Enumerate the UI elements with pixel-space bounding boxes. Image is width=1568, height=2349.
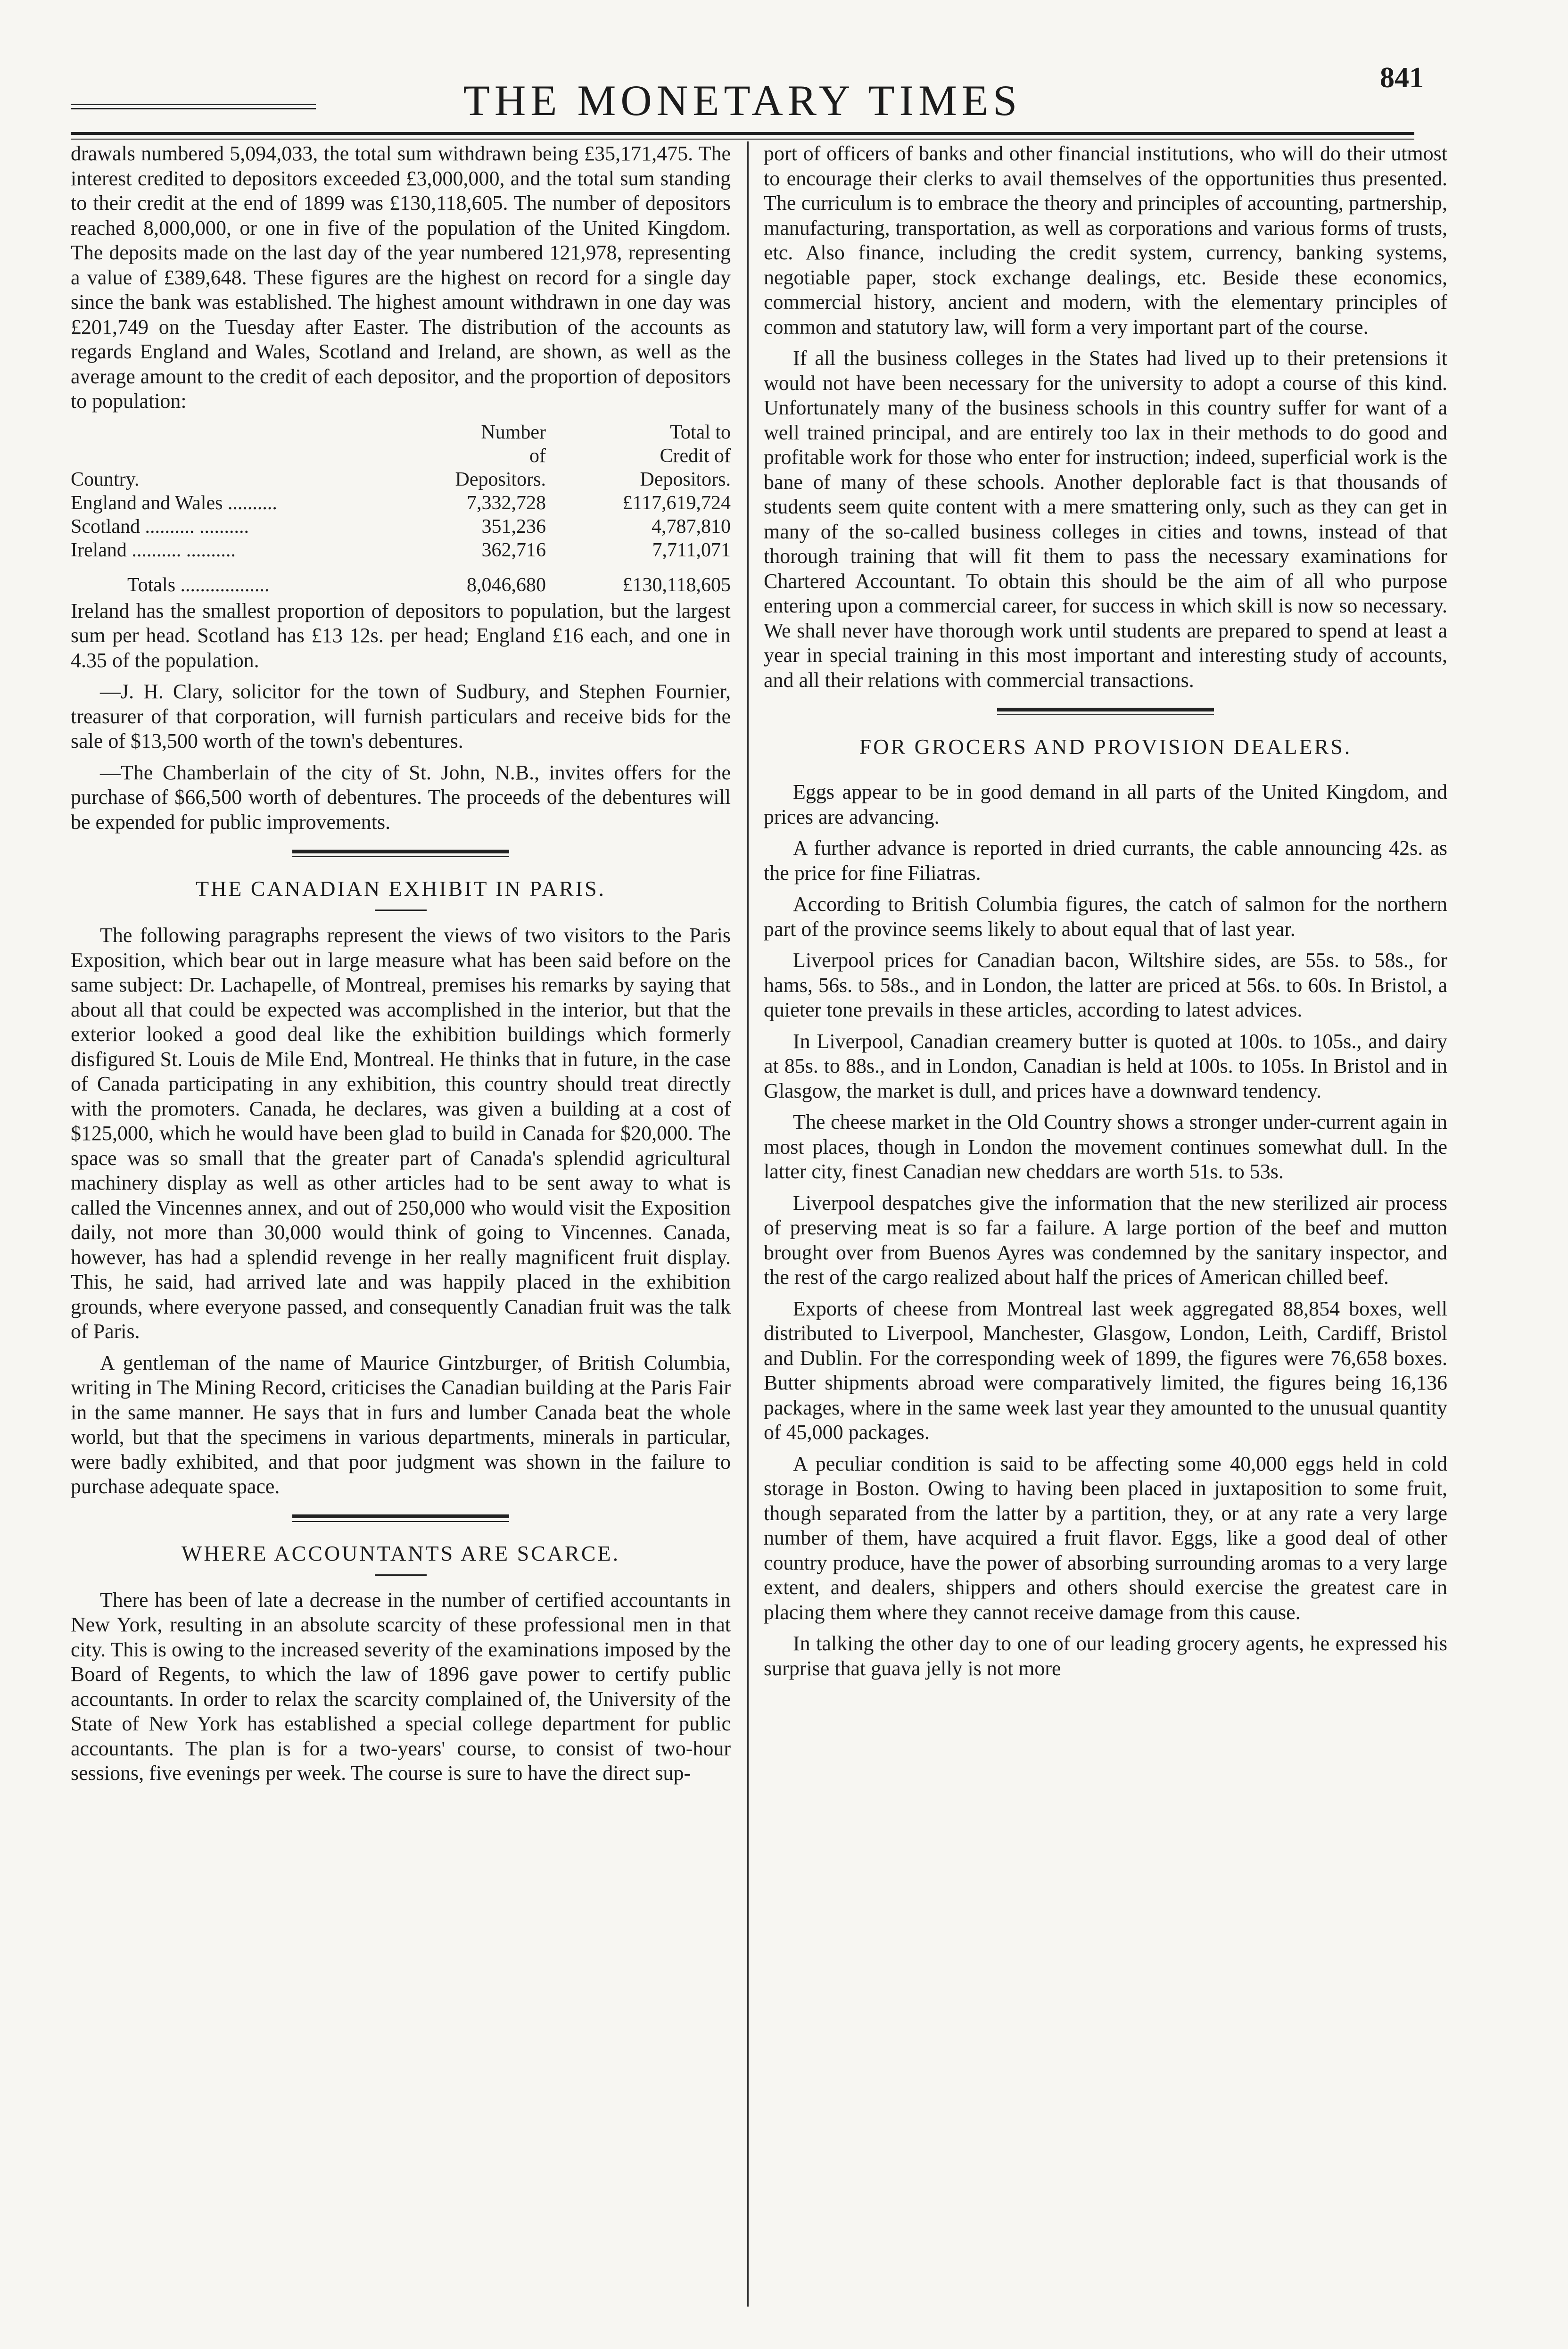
grocers-item: Liverpool despatches give the information that the new sterilized air process of preserving meat is so far a failure. A large portion of the beef and mutton brought over from Buenos Ayres was condemned by the sanitary inspector, and the rest of the cargo realized about half the prices of American chilled beef.: [764, 1191, 1447, 1289]
table-row: Scotland .......... .......... 351,236 4,787,810: [71, 515, 731, 538]
chamberlain-item: —The Chamberlain of the city of St. John, N.B., invites offers for the purchase of $66,500 worth of debentures. The proceeds of the debentures will be expended for public improvements.: [71, 761, 731, 834]
grocers-heading: FOR GROCERS AND PROVISION DEALERS.: [859, 735, 1352, 759]
grocers-item: In talking the other day to one of our leading grocery agents, he expressed his surprise that guava jelly is not more: [764, 1632, 1447, 1680]
table-totals-row: Totals .................. 8,046,680 £130,118,605: [127, 574, 731, 596]
accountants-heading: WHERE ACCOUNTANTS ARE SCARCE.: [181, 1541, 620, 1565]
right-column: [764, 141, 1447, 2330]
masthead: [71, 61, 1424, 141]
grocers-item: Liverpool prices for Canadian bacon, Wiltshire sides, are 55s. to 58s., for hams, 56s. to 58s., and in London, the latter are priced at 56s. to 60s. In Bristol, a quieter tone prevails in these articles, according to latest advices.: [764, 949, 1447, 1021]
grocers-item: Exports of cheese from Montreal last week aggregated 88,854 boxes, well distributed to Liverpool, Manchester, Glasgow, London, Leith, Cardiff, Bristol and Dublin. For the corresponding week of 1899, the figures were 76,658 boxes. Butter shipments abroad were comparatively limited, the figures being 16,136 packages, where in the same week last year they amounted to the unusual quantity of 45,000 packages.: [764, 1297, 1447, 1444]
paris-section: [71, 850, 731, 1499]
section-rule: [292, 850, 509, 857]
left-column: [71, 141, 731, 2330]
col-header-credit: Total to Credit of Depositors.: [640, 421, 731, 490]
grocers-item: According to British Columbia figures, the catch of salmon for the northern part of the province seems likely to about equal that of last year.: [764, 893, 1447, 941]
col-header-country: Country.: [71, 468, 140, 490]
grocers-item: Eggs appear to be in good demand in all parts of the United Kingdom, and prices are advancing.: [764, 780, 1447, 828]
savings-bank-paragraph: drawals numbered 5,094,033, the total sum withdrawn being £35,171,475. The interest credited to depositors exceeded £3,000,000, and the total sum standing to their credit at the end of 1899 was £130,118,605. The number of depositors reached 8,000,000, or one in five of the population of the United Kingdom. The deposits made on the last day of the year numbered 121,978, representing a value of £389,648. These figures are the highest on record for a single day since the bank was established. The highest amount withdrawn in one day was £201,749 on the Tuesday after Easter. The distribution of the accounts as regards England and Wales, Scotland and Ireland, are shown, as well as the average amount to the credit of each depositor, and the proportion of depositors to population:: [71, 142, 731, 413]
accountants-paragraph-1: There has been of late a decrease in the number of certified accountants in New York, resulting in an absolute scarcity of these professional men in that city. This is owing to the increased severity of the examinations imposed by the Board of Regents, to which the law of 1896 gave power to certify public accountants. In order to relax the scarcity complained of, the University of the State of New York has established a special college department for public accountants. The plan is for a two-years' course, to consist of two-hour sessions, five evenings per week. The course is sure to have the direct sup-: [71, 1588, 731, 1785]
section-rule: [292, 1514, 509, 1522]
section-rule: [997, 708, 1214, 715]
depositors-table: [71, 421, 731, 597]
ireland-paragraph: Ireland has the smallest proportion of depositors to population, but the largest sum per head. Scotland has £13 12s. per head; England £16 each, and one in 4.35 of the population.: [71, 599, 731, 672]
table-row: Ireland .......... .......... 362,716 7,711,071: [71, 539, 731, 561]
clary-item: —J. H. Clary, solicitor for the town of Sudbury, and Stephen Fournier, treasurer of that corporation, will furnish particulars and receive bids for the sale of $13,500 worth of the town's debentures.: [71, 680, 731, 753]
grocers-item: In Liverpool, Canadian creamery butter is quoted at 100s. to 105s., and dairy at 85s. to 88s., and in London, Canadian is held at 100s. to 105s. In Bristol and in Glasgow, the market is dull, and prices have a downward tendency.: [764, 1029, 1447, 1102]
grocers-section: [764, 708, 1447, 1681]
paris-paragraph-2: A gentleman of the name of Maurice Gintzburger, of British Columbia, writing in The Mining Record, criticises the Canadian building at the Paris Fair in the same manner. He says that in furs and lumber Canada beat the whole world, but that the specimens in various departments, minerals in particular, were badly exhibited, and that poor judgment was shown in the failure to purchase adequate space.: [71, 1351, 731, 1498]
publication-title: THE MONETARY TIMES: [463, 76, 1022, 124]
masthead-rule: [71, 132, 1414, 140]
accountants-section: [71, 1514, 731, 1786]
paris-heading: THE CANADIAN EXHIBIT IN PARIS.: [195, 877, 606, 901]
page-number: 841: [1380, 62, 1424, 94]
col-header-number: Number of Depositors.: [455, 421, 546, 490]
table-row: England and Wales .......... 7,332,728 £117,619,724: [71, 492, 731, 514]
heading-rule: [375, 910, 427, 911]
accountants-paragraph-2: If all the business colleges in the States had lived up to their pretensions it would not have been necessary for the university to adopt a course of this kind. Unfortunately many of the business schools in this country suffer for want of a well trained principal, and are entirely too lax in their methods to do good and profitable work for those who enter for instruction; indeed, superficial work is the bane of many of these schools. Another deplorable fact is that thousands of students seem quite content with a mere smattering only, such as they can get in many of the so-called business colleges in cities and towns, instead of that thorough training that will fit them to pass the necessary examinations for Chartered Accountant. To obtain this should be the aim of all who purpose entering upon a commercial career, for success in which skill is now so necessary. We shall never have thorough work until students are prepared to spend at least a year in special training in this most important and interesting study of accounts, and all their relations with commercial transactions.: [764, 347, 1447, 692]
grocers-item: A further advance is reported in dried currants, the cable announcing 42s. as the price for fine Filiatras.: [764, 836, 1447, 885]
accountants-continued: port of officers of banks and other financial institutions, who will do their utmost to encourage their clerks to avail themselves of the opportunities thus presented. The curriculum is to embrace the theory and principles of accounting, partnership, manufacturing, transportation, as well as corporations and various forms of trusts, etc. Also finance, including the credit system, currency, banking systems, negotiable paper, stock exchange dealings, etc. Beside these economics, commercial history, ancient and modern, with the elementary principles of common and statutory law, will form a very important part of the course.: [764, 142, 1447, 339]
grocers-item: A peculiar condition is said to be affecting some 40,000 eggs held in cold storage in Boston. Owing to having been placed in juxtaposition to some fruit, though separated from the latter by a partition, they, or at any rate a very large number of them, have acquired a fruit flavor. Eggs, like a good deal of other country produce, have the power of absorbing surrounding aromas to a very large extent, and dealers, shippers and others should exercise the greatest care in placing them where they cannot receive damage from this cause.: [764, 1452, 1447, 1624]
grocers-item: The cheese market in the Old Country shows a stronger under-current again in most places, though in London the movement continues somewhat dull. In the latter city, finest Canadian new cheddars are worth 51s. to 53s.: [764, 1110, 1447, 1183]
column-divider: [747, 141, 749, 2307]
paris-paragraph-1: The following paragraphs represent the views of two visitors to the Paris Exposition, which bear out in large measure what has been said before on the same subject: Dr. Lachapelle, of Montreal, premises his remarks by saying that about all that could be expected was accomplished in the interior, but that the exterior looked a good deal like the exhibition buildings which formerly disfigured St. Louis de Mile End, Montreal. He thinks that in future, in the case of Canada participating in any exhibition, this country should treat directly with the promoters. Canada, he declares, was given a building at a cost of $125,000, which he would have been glad to build in Canada for $20,000. The space was so small that the greater part of Canada's splendid agricultural machinery display as well as other articles had to be sent away to what is called the Vincennes annex, and out of 250,000 who would visit the Exposition daily, not more than 30,000 would think of going to Vincennes. Canada, however, has had a splendid revenge in her really magnificent fruit display. This, he said, had arrived late and was happily placed in the exhibition grounds, where everyone passed, and consequently Canadian fruit was the talk of Paris.: [71, 924, 731, 1343]
heading-rule: [375, 1574, 427, 1576]
